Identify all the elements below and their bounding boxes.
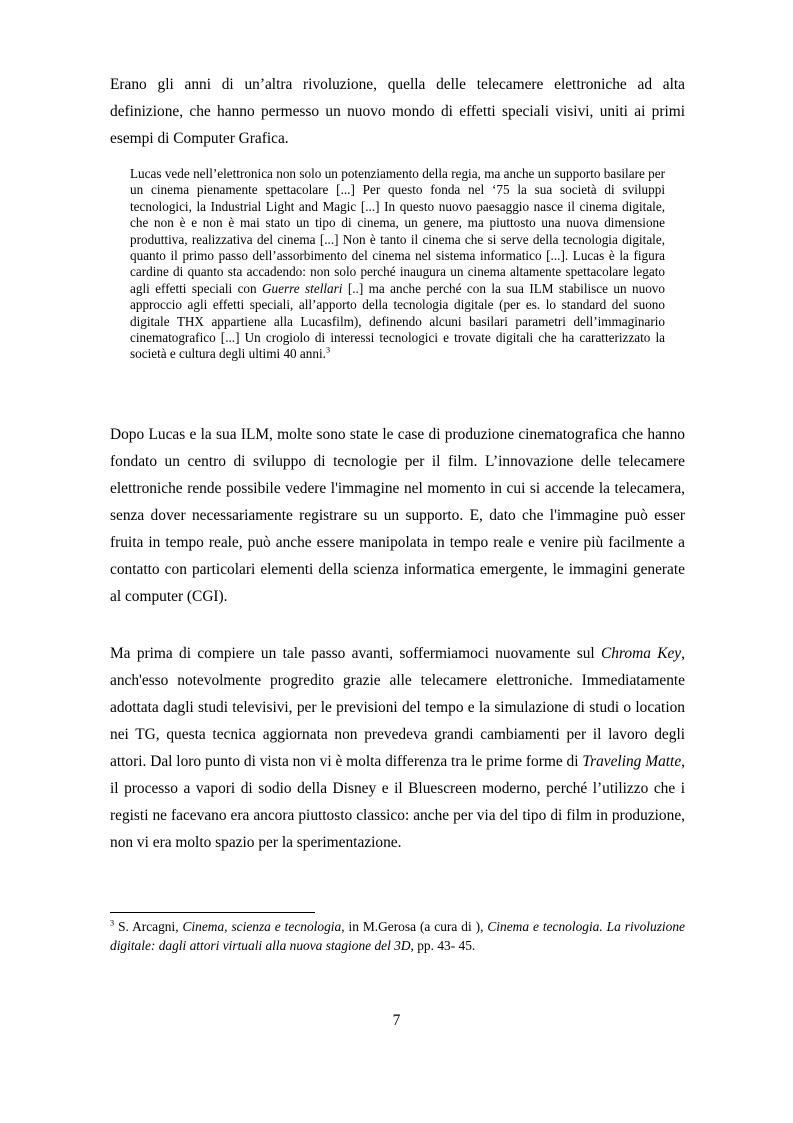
- term-traveling-matte: Traveling Matte: [582, 753, 682, 770]
- footnote-title-1: Cinema, scienza e tecnologia: [182, 919, 342, 934]
- paragraph-3-part-3: , il processo a vapori di sodio della Disney e il Bluescreen moderno, perché l’utilizzo che i registi ne facevano era ancora piuttosto classico: anche per via del tipo di film in produzione, non vi era molto spazio per la sperimentazione.: [110, 753, 686, 851]
- paragraph-2-text: Dopo Lucas e la sua ILM, molte sono state le case di produzione cinematografica che hanno fondato un centro di sviluppo di tecnologie per il film. L’innovazione delle telecamere elettroniche rende possibile vedere l'immagine nel momento in cui si accende la telecamera, senza dover necessariamente registrare su un supporto. E, dato che l'immagine può esser fruita in tempo reale, può anche essere manipolata in tempo reale e venire più facilmente a contatto con particolari elementi della scienza informatica emergente, le immagini generate al computer (CGI).: [110, 426, 685, 605]
- footnote: [110, 918, 685, 955]
- footnote-pages: , pp. 43- 45.: [410, 937, 476, 953]
- footnote-separator: [110, 912, 315, 913]
- footnote-title-2: Cinema e tecnologia. La rivoluzione digitale: dagli attori virtuali alla nuova stagione del 3D: [110, 919, 685, 953]
- paragraph-3-part-2: , anch'esso notevolmente progredito grazie alle telecamere elettroniche. Immediatamente adottata dagli studi televisivi, per le previsioni del tempo e la simulazione di studi o location nei TG, questa tecnica aggiornata non prevedeva grandi cambiamenti per il lavoro degli attori. Dal loro punto di vista non vi è molta differenza tra le prime forme di: [110, 645, 685, 770]
- paragraph-3-part-1: Ma prima di compiere un tale passo avanti, soffermiamoci nuovamente sul: [110, 645, 601, 662]
- page-number: 7: [392, 1012, 401, 1029]
- quote-text-part-2: [..] ma anche perché con la sua ILM stabilisce un nuovo approccio agli effetti speciali, all’apporto della tecnologia digitale (per es. lo standard del suono digitale THX appartiene alla Lucasfilm), definendo alcuni basilari parametri dell’immaginario cinematografico [...] Un crogiolo di interessi tecnologici e trovate digitali che ha caratterizzato la società e cultura degli ultimi 40 anni.: [130, 280, 665, 362]
- footnote-author: S. Arcagni,: [114, 919, 183, 934]
- footnote-middle: , in M.Gerosa (a cura di ),: [341, 919, 488, 934]
- footnote-number: 3: [110, 918, 115, 928]
- paragraph-1: [110, 71, 685, 152]
- term-chroma-key: Chroma Key: [601, 645, 682, 662]
- paragraph-3: [110, 640, 685, 856]
- quote-film-title: Guerre stellari: [262, 280, 343, 296]
- quote-text-part-1: Lucas vede nell’elettronica non solo un potenziamento della regia, ma anche un supporto basilare per un cinema pienamente spettacolare [...] Per questo fonda nel ‘75 la sua società di sviluppi tecnologici, la Industrial Light and Magic [...] In questo nuovo paesaggio nasce il cinema digitale, che non è e non è mai stato un tipo di cinema, un genere, ma piuttosto una nuova dimensione produttiva, realizzativa del cinema [...] Non è tanto il cinema che si serve della tecnologia digitale, quanto il primo passo dell’assorbimento del cinema nel sistema informatico [...]. Lucas è la figura cardine di quanto sta accadendo: non solo perché inaugura un cinema altamente spettacolare legato agli effetti speciali con: [130, 166, 665, 296]
- paragraph-1-text: Erano gli anni di un’altra rivoluzione, quella delle telecamere elettroniche ad alta definizione, che hanno permesso un nuovo mondo di effetti speciali visivi, uniti ai primi esempi di Computer Grafica.: [110, 76, 685, 147]
- paragraph-2: [110, 421, 685, 610]
- block-quote: [130, 166, 665, 363]
- footnote-reference[interactable]: 3: [325, 346, 331, 356]
